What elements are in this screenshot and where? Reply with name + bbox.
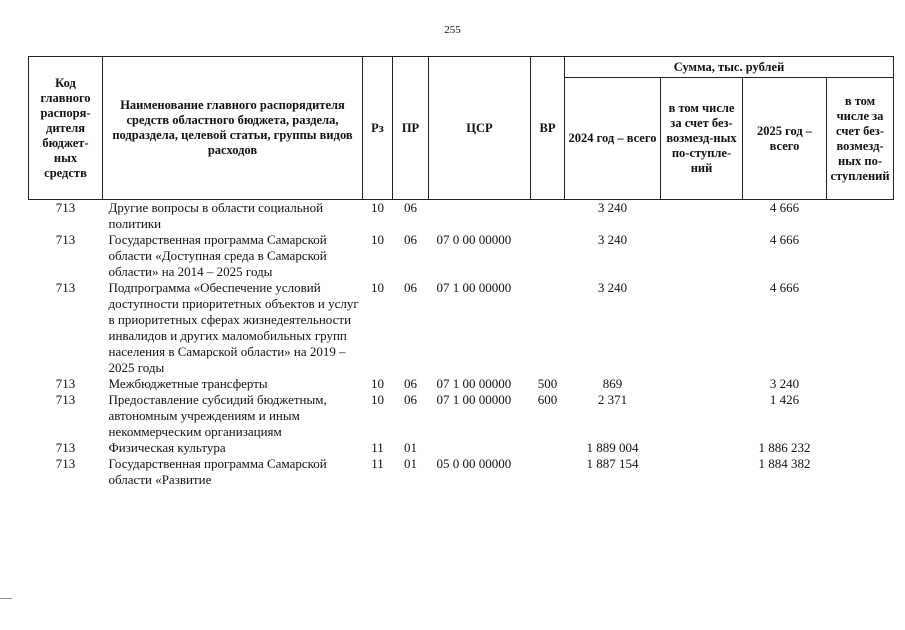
cell-csr (429, 200, 531, 233)
cell-y2024: 3 240 (597, 232, 628, 247)
cell-y2024-free (661, 376, 743, 392)
cell-y2024-free (661, 200, 743, 233)
cell-csr: 07 0 00 00000 (436, 232, 512, 247)
cell-pr: 06 (404, 376, 417, 391)
cell-code: 713 (55, 376, 76, 391)
cell-rz: 11 (371, 456, 384, 471)
cell-y2025: 3 240 (769, 376, 800, 391)
cell-code: 713 (55, 392, 76, 407)
cell-pr: 06 (404, 280, 417, 295)
cell-y2025: 1 886 232 (758, 440, 811, 455)
cell-pr: 06 (404, 232, 417, 247)
header-2025-free: в том числе за счет без-возмезд-ных по-ступлений (827, 78, 894, 200)
cell-csr: 05 0 00 00000 (436, 456, 512, 471)
cell-y2025-free (827, 440, 894, 456)
cell-code: 713 (55, 456, 76, 471)
cell-csr (429, 440, 531, 456)
header-csr: ЦСР (429, 57, 531, 200)
cell-y2024: 869 (602, 376, 623, 391)
table-row (29, 200, 894, 233)
cell-vr: 600 (537, 392, 558, 407)
cell-y2025-free (827, 392, 894, 440)
cell-y2025-free (827, 376, 894, 392)
cell-name: Государственная программа Самарской области «Доступная среда в Самарской области» на 2014 – 2025 годы (108, 232, 327, 279)
table-header (29, 57, 894, 200)
cell-y2024-free (661, 392, 743, 440)
cell-csr: 07 1 00 00000 (436, 280, 512, 295)
cell-code: 713 (55, 232, 76, 247)
cell-pr: 01 (404, 456, 417, 471)
cell-csr: 07 1 00 00000 (436, 376, 512, 391)
cell-y2024: 3 240 (597, 200, 628, 215)
cell-pr: 06 (404, 392, 417, 407)
cell-y2024-free (661, 440, 743, 456)
margin-mark (0, 598, 12, 599)
cell-name: Другие вопросы в области социальной политики (108, 200, 324, 231)
table-body (29, 200, 894, 489)
header-2025-total: 2025 год – всего (743, 78, 827, 200)
table-row (29, 392, 894, 440)
cell-rz: 10 (371, 232, 384, 247)
header-sum: Сумма, тыс. рублей (565, 57, 894, 78)
table-row (29, 440, 894, 456)
cell-vr (531, 232, 565, 280)
cell-y2024: 2 371 (597, 392, 628, 407)
cell-y2025: 4 666 (769, 280, 800, 295)
cell-vr (531, 456, 565, 488)
header-code: Код главного распоря-дителя бюджет-ных средств (29, 57, 103, 200)
cell-y2025-free (827, 280, 894, 376)
header-vr: ВР (531, 57, 565, 200)
cell-vr: 500 (537, 376, 558, 391)
cell-y2025-free (827, 200, 894, 233)
budget-table (28, 56, 894, 488)
cell-name: Подпрограмма «Обеспечение условий доступности приоритетных объектов и услуг в приоритетных сферах жизнедеятельности инвалидов и других маломобильных групп населения в Самарской области» на 2019 – 2025 годы (108, 280, 359, 375)
cell-name: Государственная программа Самарской области «Развитие (108, 456, 327, 487)
table-row (29, 456, 894, 488)
cell-rz: 10 (371, 200, 384, 215)
cell-pr: 01 (404, 440, 417, 455)
cell-code: 713 (55, 280, 76, 295)
table-row (29, 232, 894, 280)
header-2024-total: 2024 год – всего (565, 78, 661, 200)
cell-y2025: 4 666 (769, 232, 800, 247)
cell-rz: 11 (371, 440, 384, 455)
cell-y2025-free (827, 232, 894, 280)
cell-rz: 10 (371, 280, 384, 295)
header-name: Наименование главного распорядителя средств областного бюджета, раздела, подраздела, целевой статьи, группы видов расходов (103, 57, 363, 200)
cell-y2024-free (661, 232, 743, 280)
cell-name: Физическая культура (108, 440, 226, 455)
header-pr: ПР (393, 57, 429, 200)
table-row (29, 376, 894, 392)
header-2024-free: в том числе за счет без-возмезд-ных по-ступле-ний (661, 78, 743, 200)
page-number: 255 (444, 24, 461, 36)
cell-y2025: 1 426 (769, 392, 800, 407)
cell-y2025: 4 666 (769, 200, 800, 215)
cell-rz: 10 (371, 392, 384, 407)
cell-code: 713 (55, 440, 76, 455)
cell-name: Межбюджетные трансферты (108, 376, 268, 391)
cell-vr (531, 280, 565, 376)
cell-name: Предоставление субсидий бюджетным, автономным учреждениям и иным некоммерческим организациям (108, 392, 327, 439)
header-rz: Рз (363, 57, 393, 200)
cell-y2024: 1 887 154 (586, 456, 639, 471)
cell-y2024: 3 240 (597, 280, 628, 295)
cell-pr: 06 (404, 200, 417, 215)
cell-y2024: 1 889 004 (586, 440, 639, 455)
cell-rz: 10 (371, 376, 384, 391)
table-row (29, 280, 894, 376)
cell-code: 713 (55, 200, 76, 215)
cell-vr (531, 200, 565, 233)
cell-y2024-free (661, 456, 743, 488)
cell-vr (531, 440, 565, 456)
cell-y2025-free (827, 456, 894, 488)
cell-y2024-free (661, 280, 743, 376)
cell-csr: 07 1 00 00000 (436, 392, 512, 407)
cell-y2025: 1 884 382 (758, 456, 811, 471)
